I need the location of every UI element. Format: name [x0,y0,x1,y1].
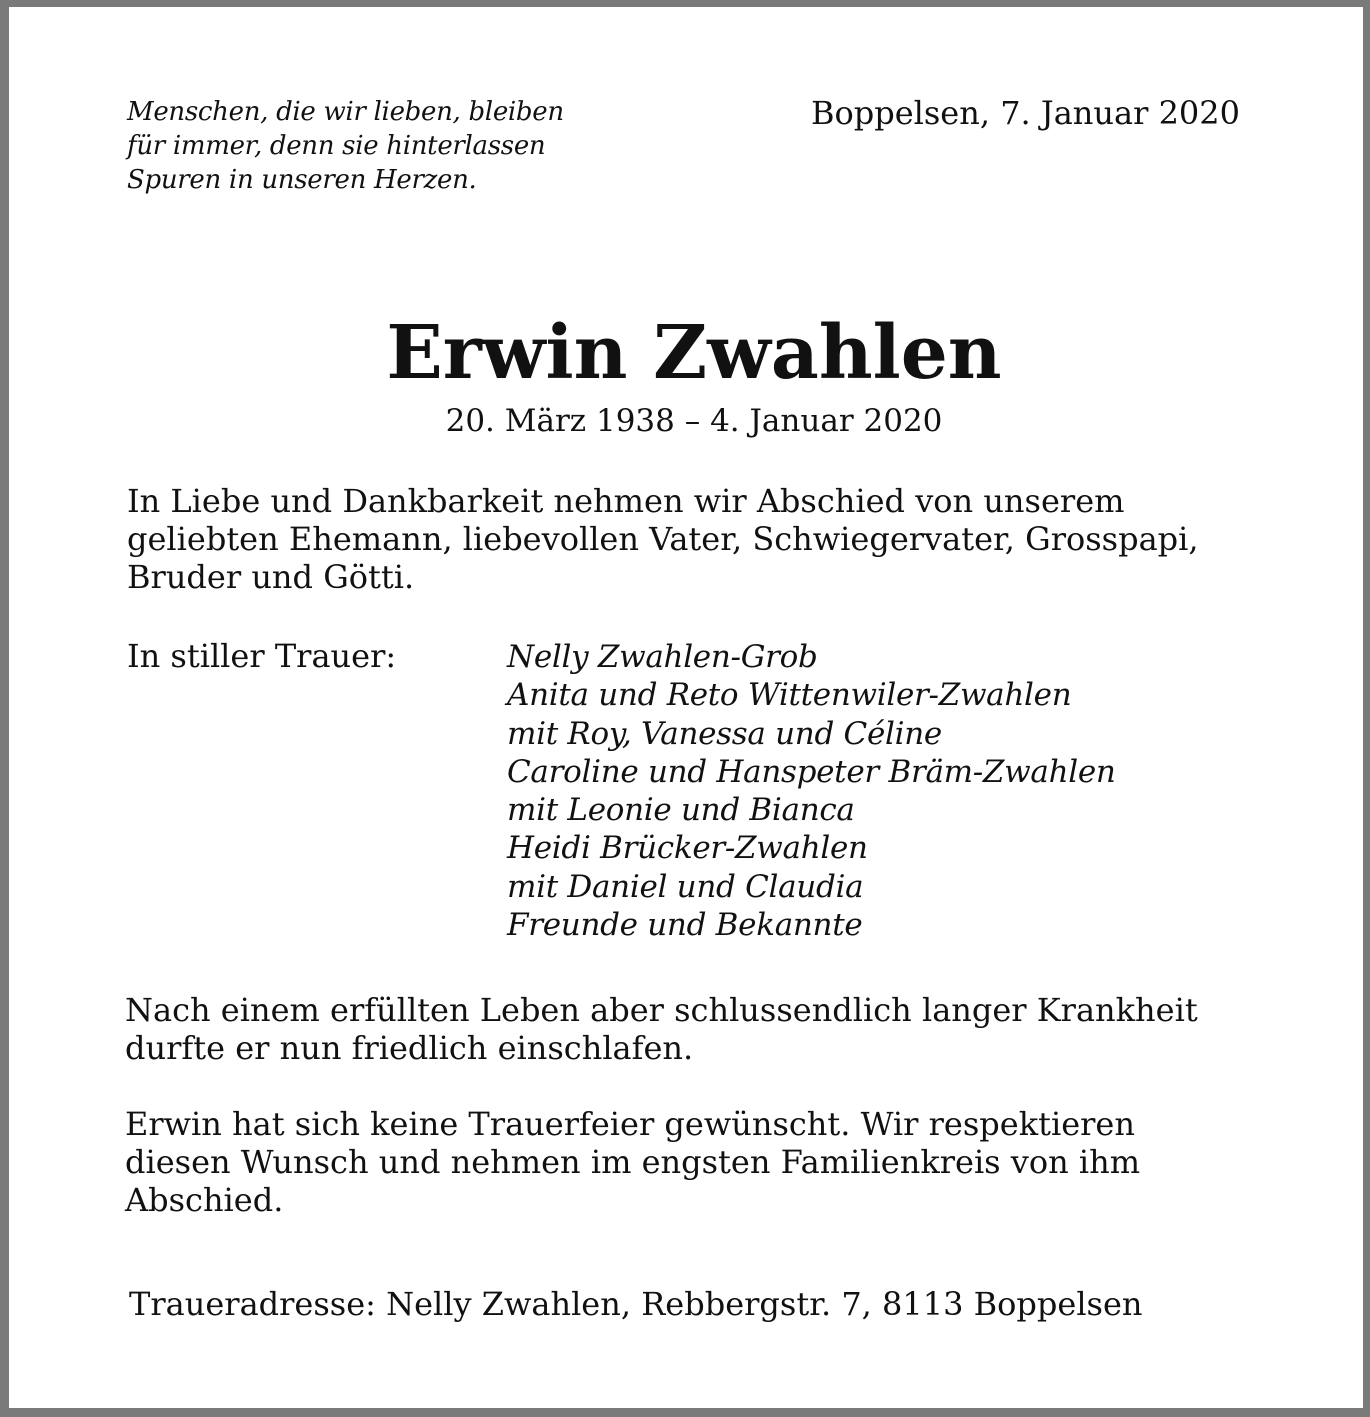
mourner-entry: Heidi Brücker-Zwahlen [507,830,868,867]
life-dates: 20. März 1938 – 4. Januar 2020 [445,403,943,439]
mourner-entry: Anita und Reto Wittenwiler-Zwahlen [507,677,1072,714]
paragraph-line: durfte er nun friedlich einschlafen. [125,1029,694,1067]
paragraph-line: diesen Wunsch und nehmen im engsten Familienkreis von ihm [125,1143,1141,1181]
mourners-list [507,638,1116,944]
quote-line: für immer, denn sie hinterlassen [127,131,546,161]
quote-line: Spuren in unseren Herzen. [127,165,477,195]
deceased-name: Erwin Zwahlen [386,310,1002,396]
paragraph-line: In Liebe und Dankbarkeit nehmen wir Abschied von unserem [127,482,1125,520]
place-and-date: Boppelsen, 7. Januar 2020 [810,94,1240,132]
passing-paragraph [125,991,1275,1067]
mourner-entry: mit Daniel und Claudia [507,868,864,905]
mourner-entry: mit Leonie und Bianca [507,792,855,829]
mourner-entry: Nelly Zwahlen-Grob [507,639,818,675]
paragraph-line: Erwin hat sich keine Trauerfeier gewünscht. Wir respektieren [125,1105,1135,1143]
ceremony-paragraph [125,1105,1275,1219]
paragraph-line: geliebten Ehemann, liebevollen Vater, Schwiegervater, Grosspapi, [127,520,1199,558]
paragraph-line: Bruder und Götti. [127,558,415,596]
mourning-address: Traueradresse: Nelly Zwahlen, Rebbergstr. 7, 8113 Boppelsen [129,1285,1143,1323]
paragraph-line: Abschied. [125,1181,284,1219]
mourning-label: In stiller Trauer: [127,637,397,675]
mourner-entry: mit Roy, Vanessa und Céline [507,715,942,752]
memorial-quote [127,95,564,197]
mourner-entry: Freunde und Bekannte [507,907,863,944]
farewell-paragraph [127,482,1277,596]
mourner-entry: Caroline und Hanspeter Bräm-Zwahlen [507,753,1116,790]
paragraph-line: Nach einem erfüllten Leben aber schlussendlich langer Krankheit [125,991,1198,1029]
quote-line: Menschen, die wir lieben, bleiben [127,97,564,127]
